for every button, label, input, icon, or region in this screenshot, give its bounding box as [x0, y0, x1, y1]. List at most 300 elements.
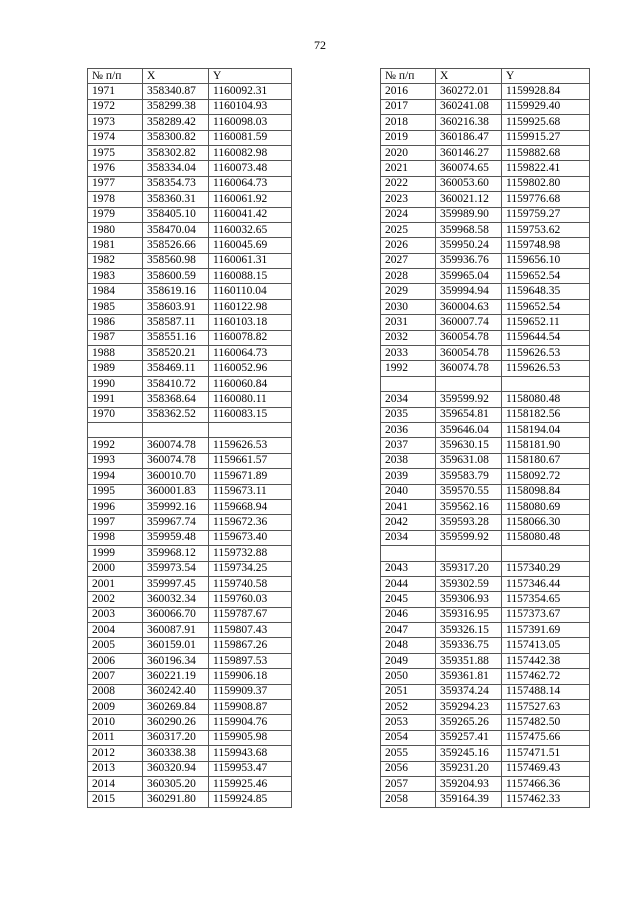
- cell-x: 359257.41: [436, 730, 502, 745]
- cell-y: 1158194.04: [502, 422, 590, 437]
- cell-number: 2012: [88, 746, 143, 761]
- cell-y: 1157340.29: [502, 561, 590, 576]
- table-row: [88, 330, 292, 345]
- table-row: [381, 730, 590, 745]
- cell-y: 1157471.51: [502, 746, 590, 761]
- cell-x: 358302.82: [143, 145, 209, 160]
- cell-x: 360221.19: [143, 669, 209, 684]
- cell-number: 1980: [88, 222, 143, 237]
- cell-number: 2021: [381, 161, 436, 176]
- cell-y: 1159753.62: [502, 222, 590, 237]
- cell-x: 359992.16: [143, 499, 209, 514]
- cell-number: 1983: [88, 269, 143, 284]
- table-row: [88, 284, 292, 299]
- table-row: [88, 515, 292, 530]
- cell-y: 1159915.27: [502, 130, 590, 145]
- table-row: [381, 284, 590, 299]
- cell-number: 2045: [381, 592, 436, 607]
- cell-x: 359989.90: [436, 207, 502, 222]
- cell-x: 360021.12: [436, 192, 502, 207]
- table-row: [381, 253, 590, 268]
- table-row: [88, 315, 292, 330]
- cell-y: 1157466.36: [502, 776, 590, 791]
- cell-x: 359306.93: [436, 592, 502, 607]
- cell-x: 359231.20: [436, 761, 502, 776]
- table-row: [88, 115, 292, 130]
- cell-number: [88, 422, 143, 437]
- table-row: [381, 422, 590, 437]
- table-row: [381, 392, 590, 407]
- table-row: [88, 176, 292, 191]
- cell-y: 1159906.18: [209, 669, 292, 684]
- cell-number: 2044: [381, 576, 436, 591]
- cell-number: 2028: [381, 269, 436, 284]
- cell-y: 1159759.27: [502, 207, 590, 222]
- cell-x: 360320.94: [143, 761, 209, 776]
- table-row: [88, 730, 292, 745]
- cell-x: 360317.20: [143, 730, 209, 745]
- table-header-row: [381, 69, 590, 84]
- cell-y: 1159652.54: [502, 269, 590, 284]
- cell-number: 2026: [381, 238, 436, 253]
- cell-x: 360074.78: [143, 438, 209, 453]
- table-row: [381, 776, 590, 791]
- cell-y: 1160083.15: [209, 407, 292, 422]
- table-row: [88, 530, 292, 545]
- header-number: № п/п: [88, 69, 143, 84]
- cell-x: 359950.24: [436, 238, 502, 253]
- cell-y: [502, 376, 590, 391]
- cell-y: 1159908.87: [209, 700, 292, 715]
- cell-number: 2051: [381, 684, 436, 699]
- cell-y: 1160052.96: [209, 361, 292, 376]
- cell-y: 1159673.40: [209, 530, 292, 545]
- cell-y: 1157527.63: [502, 700, 590, 715]
- table-row: [381, 561, 590, 576]
- cell-number: 2035: [381, 407, 436, 422]
- cell-x: 358600.59: [143, 269, 209, 284]
- cell-x: 358551.16: [143, 330, 209, 345]
- cell-y: [209, 422, 292, 437]
- table-row: [381, 192, 590, 207]
- cell-x: 359997.45: [143, 576, 209, 591]
- cell-y: 1157488.14: [502, 684, 590, 699]
- cell-x: 360196.34: [143, 653, 209, 668]
- cell-x: 360032.34: [143, 592, 209, 607]
- cell-number: 1974: [88, 130, 143, 145]
- cell-x: 358334.04: [143, 161, 209, 176]
- cell-number: 2046: [381, 607, 436, 622]
- table-row: [88, 438, 292, 453]
- table-row: [381, 222, 590, 237]
- coordinates-table-right: [380, 68, 590, 808]
- cell-x: 360186.47: [436, 130, 502, 145]
- cell-x: 359646.04: [436, 422, 502, 437]
- table-row: [88, 299, 292, 314]
- cell-y: 1159671.89: [209, 469, 292, 484]
- cell-y: 1158182.56: [502, 407, 590, 422]
- table-row: [88, 638, 292, 653]
- cell-x: 358603.91: [143, 299, 209, 314]
- cell-x: 360074.78: [143, 453, 209, 468]
- table-row: [88, 222, 292, 237]
- cell-y: 1159929.40: [502, 99, 590, 114]
- cell-number: 2027: [381, 253, 436, 268]
- table-row: [381, 176, 590, 191]
- cell-y: 1157391.69: [502, 623, 590, 638]
- cell-number: 1975: [88, 145, 143, 160]
- cell-number: 2013: [88, 761, 143, 776]
- table-row: [381, 515, 590, 530]
- cell-number: 2034: [381, 392, 436, 407]
- cell-y: 1159673.11: [209, 484, 292, 499]
- cell-x: 358619.16: [143, 284, 209, 299]
- cell-y: 1158180.67: [502, 453, 590, 468]
- cell-number: 2037: [381, 438, 436, 453]
- table-row: [88, 623, 292, 638]
- cell-x: 359599.92: [436, 530, 502, 545]
- cell-y: 1157413.05: [502, 638, 590, 653]
- table-row: [381, 346, 590, 361]
- cell-x: 360269.84: [143, 700, 209, 715]
- cell-y: 1157373.67: [502, 607, 590, 622]
- cell-y: 1158181.90: [502, 438, 590, 453]
- cell-y: 1159897.53: [209, 653, 292, 668]
- cell-x: 359164.39: [436, 792, 502, 807]
- table-row: [88, 607, 292, 622]
- cell-x: 358470.04: [143, 222, 209, 237]
- table-row: [381, 376, 590, 391]
- cell-x: [436, 376, 502, 391]
- cell-x: 359570.55: [436, 484, 502, 499]
- cell-x: 359294.23: [436, 700, 502, 715]
- table-row: [381, 484, 590, 499]
- cell-x: 360242.40: [143, 684, 209, 699]
- table-row: [381, 315, 590, 330]
- cell-y: 1160104.93: [209, 99, 292, 114]
- cell-y: 1160103.18: [209, 315, 292, 330]
- table-row: [381, 576, 590, 591]
- table-row: [381, 607, 590, 622]
- header-x: X: [143, 69, 209, 84]
- cell-y: 1157346.44: [502, 576, 590, 591]
- cell-number: 2034: [381, 530, 436, 545]
- cell-y: 1159867.26: [209, 638, 292, 653]
- cell-y: 1159748.98: [502, 238, 590, 253]
- table-row: [88, 84, 292, 99]
- header-x: X: [436, 69, 502, 84]
- cell-number: 2009: [88, 700, 143, 715]
- table-row: [88, 346, 292, 361]
- cell-number: 1981: [88, 238, 143, 253]
- cell-x: 359968.12: [143, 546, 209, 561]
- table-row: [381, 407, 590, 422]
- cell-y: 1160098.03: [209, 115, 292, 130]
- table-row: [88, 592, 292, 607]
- cell-number: 2029: [381, 284, 436, 299]
- cell-x: 358560.98: [143, 253, 209, 268]
- cell-y: 1159734.25: [209, 561, 292, 576]
- cell-y: 1160032.65: [209, 222, 292, 237]
- cell-y: 1160081.59: [209, 130, 292, 145]
- table-row: [88, 392, 292, 407]
- cell-x: 359994.94: [436, 284, 502, 299]
- cell-y: 1157482.50: [502, 715, 590, 730]
- table-row: [88, 238, 292, 253]
- cell-y: 1159652.11: [502, 315, 590, 330]
- table-row: [381, 299, 590, 314]
- cell-x: 358362.52: [143, 407, 209, 422]
- cell-x: 359630.15: [436, 438, 502, 453]
- cell-number: 2031: [381, 315, 436, 330]
- table-row: [381, 145, 590, 160]
- table-row: [88, 561, 292, 576]
- cell-number: 2020: [381, 145, 436, 160]
- cell-y: 1159776.68: [502, 192, 590, 207]
- cell-number: 1977: [88, 176, 143, 191]
- table-row: [381, 530, 590, 545]
- cell-x: 358526.66: [143, 238, 209, 253]
- cell-x: 358469.11: [143, 361, 209, 376]
- table-row: [381, 792, 590, 807]
- header-y: Y: [502, 69, 590, 84]
- cell-x: 359973.54: [143, 561, 209, 576]
- table-row: [88, 407, 292, 422]
- table-row: [381, 207, 590, 222]
- table-row: [88, 499, 292, 514]
- cell-y: 1159626.53: [502, 361, 590, 376]
- cell-y: 1160064.73: [209, 176, 292, 191]
- cell-x: 360291.80: [143, 792, 209, 807]
- cell-x: [143, 422, 209, 437]
- table-row: [88, 361, 292, 376]
- cell-y: 1157442.38: [502, 653, 590, 668]
- cell-y: 1160064.73: [209, 346, 292, 361]
- table-row: [381, 269, 590, 284]
- cell-y: 1159925.46: [209, 776, 292, 791]
- table-row: [381, 669, 590, 684]
- table-row: [381, 592, 590, 607]
- cell-y: 1160078.82: [209, 330, 292, 345]
- cell-number: 2018: [381, 115, 436, 130]
- cell-y: 1159740.58: [209, 576, 292, 591]
- cell-number: 2053: [381, 715, 436, 730]
- table-row: [381, 638, 590, 653]
- cell-y: 1159672.36: [209, 515, 292, 530]
- cell-y: 1159924.85: [209, 792, 292, 807]
- cell-x: 358520.21: [143, 346, 209, 361]
- table-row: [88, 669, 292, 684]
- cell-x: 360146.27: [436, 145, 502, 160]
- cell-number: 2057: [381, 776, 436, 791]
- table-row: [88, 715, 292, 730]
- table-row: [88, 484, 292, 499]
- table-row: [381, 715, 590, 730]
- table-row: [381, 84, 590, 99]
- cell-y: 1160041.42: [209, 207, 292, 222]
- cell-number: 1996: [88, 499, 143, 514]
- cell-x: 360159.01: [143, 638, 209, 653]
- table-body-left: [88, 84, 292, 807]
- cell-number: 1989: [88, 361, 143, 376]
- cell-number: 2022: [381, 176, 436, 191]
- cell-x: 359336.75: [436, 638, 502, 653]
- cell-x: [436, 546, 502, 561]
- cell-number: 1978: [88, 192, 143, 207]
- table-body-right: [381, 84, 590, 807]
- cell-x: 359374.24: [436, 684, 502, 699]
- cell-x: 360074.78: [436, 361, 502, 376]
- cell-number: 2040: [381, 484, 436, 499]
- cell-x: 359351.88: [436, 653, 502, 668]
- cell-x: 359317.20: [436, 561, 502, 576]
- cell-number: 2014: [88, 776, 143, 791]
- cell-y: 1160080.11: [209, 392, 292, 407]
- cell-y: 1157462.72: [502, 669, 590, 684]
- table-row: [381, 238, 590, 253]
- cell-y: [502, 546, 590, 561]
- table-row: [381, 746, 590, 761]
- cell-x: 359593.28: [436, 515, 502, 530]
- header-number: № п/п: [381, 69, 436, 84]
- cell-x: 360241.08: [436, 99, 502, 114]
- cell-y: 1159652.54: [502, 299, 590, 314]
- cell-y: 1159787.67: [209, 607, 292, 622]
- cell-y: 1158066.30: [502, 515, 590, 530]
- cell-number: 2024: [381, 207, 436, 222]
- cell-x: 359583.79: [436, 469, 502, 484]
- table-row: [381, 115, 590, 130]
- cell-y: 1160082.98: [209, 145, 292, 160]
- cell-number: 2019: [381, 130, 436, 145]
- cell-x: 359361.81: [436, 669, 502, 684]
- cell-x: 360272.01: [436, 84, 502, 99]
- cell-x: 358360.31: [143, 192, 209, 207]
- table-row: [381, 161, 590, 176]
- table-row: [88, 776, 292, 791]
- cell-y: 1159909.37: [209, 684, 292, 699]
- cell-y: 1159644.54: [502, 330, 590, 345]
- cell-number: 2002: [88, 592, 143, 607]
- cell-x: 360001.83: [143, 484, 209, 499]
- table-row: [88, 207, 292, 222]
- cell-number: 1991: [88, 392, 143, 407]
- cell-x: 358405.10: [143, 207, 209, 222]
- cell-number: 2036: [381, 422, 436, 437]
- cell-y: 1159802.80: [502, 176, 590, 191]
- cell-number: 2010: [88, 715, 143, 730]
- cell-number: 2033: [381, 346, 436, 361]
- cell-number: 1993: [88, 453, 143, 468]
- coordinates-table-left: [87, 68, 292, 808]
- cell-number: 2030: [381, 299, 436, 314]
- cell-number: 1982: [88, 253, 143, 268]
- cell-y: 1158080.48: [502, 392, 590, 407]
- cell-y: 1157354.65: [502, 592, 590, 607]
- cell-x: 360007.74: [436, 315, 502, 330]
- cell-number: 1985: [88, 299, 143, 314]
- table-row: [88, 746, 292, 761]
- cell-y: 1157462.33: [502, 792, 590, 807]
- cell-y: 1158092.72: [502, 469, 590, 484]
- cell-number: 2050: [381, 669, 436, 684]
- cell-number: 1994: [88, 469, 143, 484]
- cell-y: 1160045.69: [209, 238, 292, 253]
- table-row: [88, 700, 292, 715]
- cell-x: 360338.38: [143, 746, 209, 761]
- cell-x: 360004.63: [436, 299, 502, 314]
- cell-x: 360053.60: [436, 176, 502, 191]
- cell-y: 1160061.92: [209, 192, 292, 207]
- cell-x: 359326.15: [436, 623, 502, 638]
- cell-x: 360216.38: [436, 115, 502, 130]
- cell-x: 359936.76: [436, 253, 502, 268]
- cell-number: 1992: [88, 438, 143, 453]
- table-row: [381, 623, 590, 638]
- table-row: [88, 253, 292, 268]
- cell-number: 1976: [88, 161, 143, 176]
- cell-y: 1160092.31: [209, 84, 292, 99]
- cell-y: 1157475.66: [502, 730, 590, 745]
- cell-x: 359967.74: [143, 515, 209, 530]
- cell-number: 2025: [381, 222, 436, 237]
- table-row: [88, 99, 292, 114]
- cell-y: 1159656.10: [502, 253, 590, 268]
- table-row: [88, 376, 292, 391]
- cell-number: 2011: [88, 730, 143, 745]
- cell-y: 1157469.43: [502, 761, 590, 776]
- table-row: [381, 330, 590, 345]
- table-row: [381, 99, 590, 114]
- table-row: [381, 499, 590, 514]
- cell-number: 1979: [88, 207, 143, 222]
- cell-number: 2048: [381, 638, 436, 653]
- cell-x: 360305.20: [143, 776, 209, 791]
- cell-number: 2008: [88, 684, 143, 699]
- cell-number: 2001: [88, 576, 143, 591]
- header-y: Y: [209, 69, 292, 84]
- cell-y: 1160060.84: [209, 376, 292, 391]
- cell-x: 360087.91: [143, 623, 209, 638]
- cell-x: 359204.93: [436, 776, 502, 791]
- cell-number: 2006: [88, 653, 143, 668]
- cell-y: 1159882.68: [502, 145, 590, 160]
- table-row: [88, 130, 292, 145]
- cell-x: 358368.64: [143, 392, 209, 407]
- cell-x: 359245.16: [436, 746, 502, 761]
- table-row: [381, 653, 590, 668]
- cell-number: 2000: [88, 561, 143, 576]
- cell-number: 2058: [381, 792, 436, 807]
- cell-y: 1159732.88: [209, 546, 292, 561]
- cell-number: 1995: [88, 484, 143, 499]
- table-row: [88, 653, 292, 668]
- cell-number: 2007: [88, 669, 143, 684]
- cell-y: 1159648.35: [502, 284, 590, 299]
- cell-x: 359302.59: [436, 576, 502, 591]
- cell-x: 358410.72: [143, 376, 209, 391]
- table-row: [381, 130, 590, 145]
- cell-x: 359654.81: [436, 407, 502, 422]
- table-row: [88, 422, 292, 437]
- cell-number: 2054: [381, 730, 436, 745]
- table-row: [381, 761, 590, 776]
- cell-y: 1159807.43: [209, 623, 292, 638]
- cell-x: 359959.48: [143, 530, 209, 545]
- cell-x: 358289.42: [143, 115, 209, 130]
- table-row: [88, 546, 292, 561]
- cell-y: 1159953.47: [209, 761, 292, 776]
